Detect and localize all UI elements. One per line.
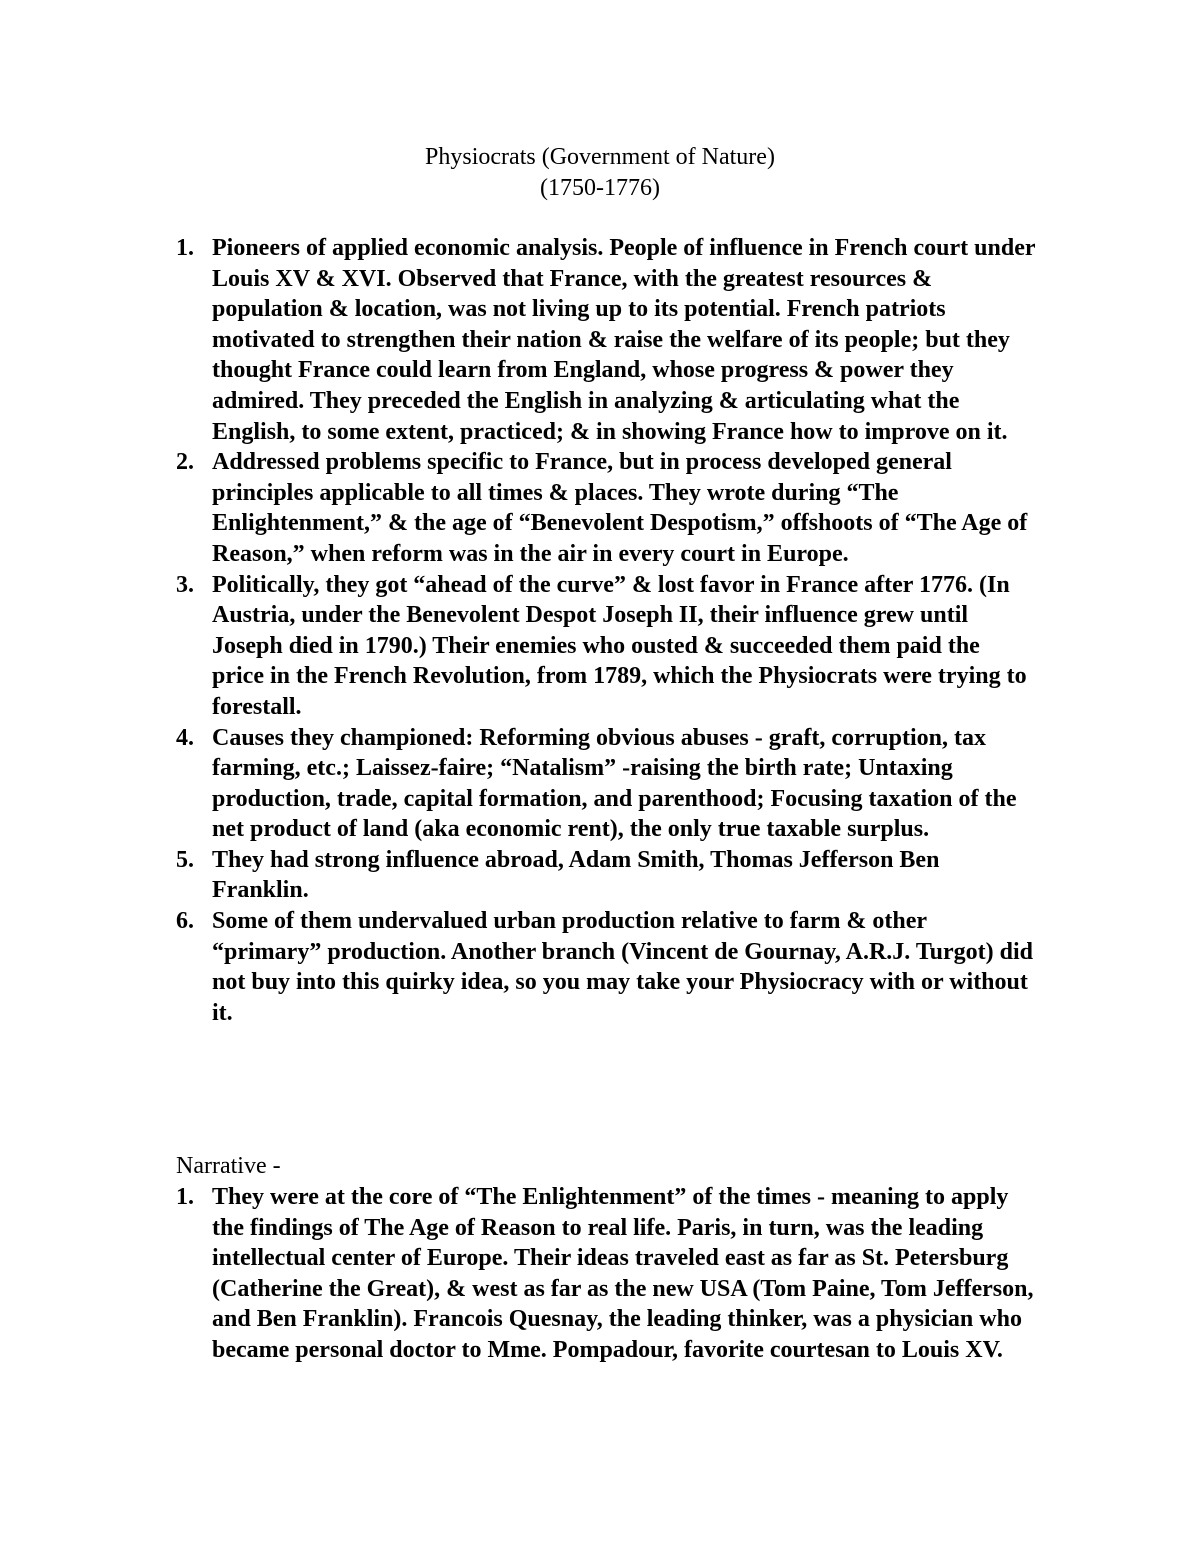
list-item [176, 447, 1036, 569]
list-item-text: They had strong influence abroad, Adam Smith, Thomas Jefferson Ben Franklin. [212, 846, 940, 904]
list-item-number: 3. [176, 571, 194, 598]
list-item-number: 4. [176, 724, 194, 751]
list-item-text: Pioneers of applied economic analysis. People of influence in French court under Louis XV & XVI. Observed that France, with the greatest resources & population & location, was not living up to its potential. French patriots motivated to strengthen their nation & raise the welfare of its people; but they thought France could learn from England, whose progress & power they admired. They preceded the English in analyzing & articulating what the English, to some extent, practiced; & in showing France how to improve on it. [212, 235, 1036, 445]
list-item-number: 1. [176, 235, 194, 261]
list-item-number: 6. [176, 908, 194, 935]
list-item [176, 233, 1036, 447]
list-item-number: 1. [176, 1184, 194, 1210]
list-item [176, 845, 1036, 906]
narrative-list [176, 1182, 1036, 1366]
points-list [176, 233, 1036, 1028]
list-item-text: Some of them undervalued urban production relative to farm & other “primary” production. Another branch (Vincent de Gournay, A.R.J. Turgot) did not buy into this quirky idea, so you may take your Physiocracy with or without it. [212, 908, 1033, 1026]
list-item-number: 5. [176, 846, 194, 873]
document-date-range: (1750-1776) [540, 175, 660, 201]
list-item-number: 2. [176, 449, 194, 476]
list-item [176, 723, 1036, 845]
list-item-text: Causes they championed: Reforming obvious abuses - graft, corruption, tax farming, etc.; Laissez-faire; “Natalism” -raising the birth rate; Untaxing production, trade, capital formation, and parenthood; Focusing taxation of the net product of land (aka economic rent), the only true taxable surplus. [212, 724, 1017, 843]
list-item [176, 570, 1036, 723]
list-item [176, 1182, 1036, 1366]
narrative-heading: Narrative - [176, 1153, 281, 1179]
document-title: Physiocrats (Government of Nature) [425, 144, 775, 170]
list-item-text: Politically, they got “ahead of the curve” & lost favor in France after 1776. (In Austria, under the Benevolent Despot Joseph II, their influence grew until Joseph died in 1790.) Their enemies who ousted & succeeded them paid the price in the French Revolution, from 1789, which the Physiocrats were trying to forestall. [212, 571, 1027, 720]
list-item-text: They were at the core of “The Enlightenment” of the times - meaning to apply the findings of The Age of Reason to real life. Paris, in turn, was the leading intellectual center of Europe. Their ideas traveled east as far as St. Petersburg (Catherine the Great), & west as far as the new USA (Tom Paine, Tom Jefferson, and Ben Franklin). Francois Quesnay, the leading thinker, was a physician who became personal doctor to Mme. Pompadour, favorite courtesan to Louis XV. [212, 1184, 1034, 1363]
list-item [176, 906, 1036, 1028]
list-item-text: Addressed problems specific to France, but in process developed general principles applicable to all times & places. They wrote during “The Enlightenment,” & the age of “Benevolent Despotism,” offshoots of “The Age of Reason,” when reform was in the air in every court in Europe. [212, 449, 1028, 567]
